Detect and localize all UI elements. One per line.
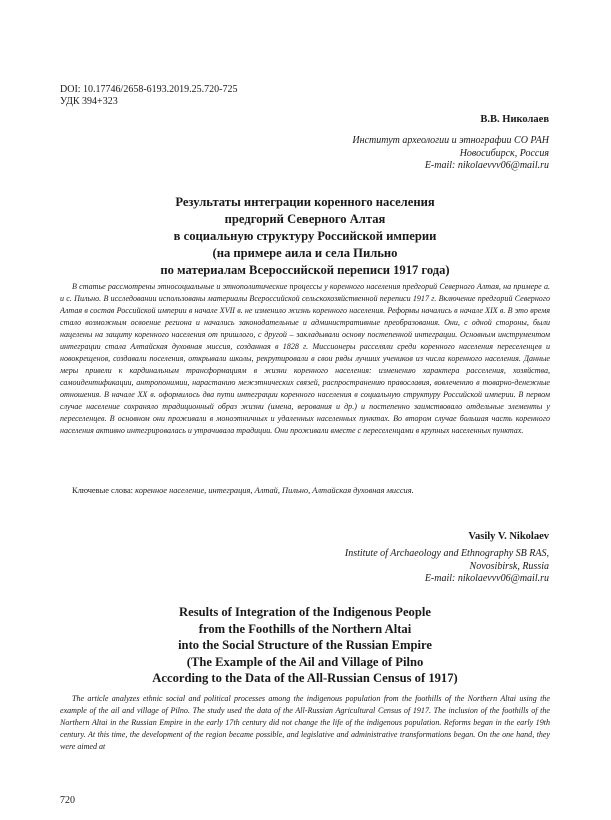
title-ru-line: в социальную структуру Российской империи — [173, 229, 437, 243]
affiliation-en — [249, 548, 549, 586]
article-title-ru — [60, 194, 550, 279]
author-name-en: Vasily V. Nikolaev — [468, 531, 549, 542]
udk-line: УДК 394+323 — [60, 96, 118, 107]
affiliation-ru-institute: Институт археологии и этнографии СО РАН — [352, 135, 549, 146]
title-en-line: (The Example of the Ail and Village of Pilno — [186, 654, 424, 669]
page-number: 720 — [60, 795, 75, 806]
title-ru-line: по материалам Всероссийской переписи 1917 года) — [160, 263, 450, 277]
title-en-line: According to the Data of the All-Russian Census of 1917) — [152, 671, 458, 685]
affiliation-ru — [249, 135, 549, 173]
title-en-line: Results of Integration of the Indigenous People — [179, 605, 431, 619]
affiliation-en-institute: Institute of Archaeology and Ethnography SB RAS, — [344, 548, 549, 559]
affiliation-en-email: E-mail: nikolaevvv06@mail.ru — [424, 573, 549, 584]
article-meta — [60, 84, 238, 108]
affiliation-ru-email: E-mail: nikolaevvv06@mail.ru — [424, 160, 549, 171]
keywords-label: Ключевые слова: — [72, 486, 133, 495]
article-title-en — [60, 604, 550, 687]
keywords-list: коренное население, интеграция, Алтай, Пильно, Алтайская духовная миссия. — [135, 486, 414, 495]
title-en-line: into the Social Structure of the Russian Empire — [178, 638, 432, 652]
author-name-ru: В.В. Николаев — [480, 114, 549, 125]
affiliation-en-city: Novosibirsk, Russia — [469, 560, 549, 572]
keywords-ru — [72, 486, 414, 495]
doi-line: DOI: 10.17746/2658-6193.2019.25.720-725 — [60, 84, 238, 95]
abstract-ru: В статье рассмотрены этносоциальные и этнополитические процессы у коренного населения предгорий Северного Алтая, на примере а. и с. Пильно. В исследовании использованы материалы Всероссийской сельскохозяйственной переписи 1917 г. Включение предгорий Северного Алтая в состав Российской империи в начале XVII в. не изменило жизнь коренного населения. Реформы начались в начале XIX в. В это время стало возможным освоение региона и начались законодательные и административные преобразования. Они, с одной стороны, были нацелены на защиту коренного населения от пришлого, с другой – закладывали основу постепенной интеграции. Основным инструментом интеграции стала Алтайская духовная миссия, созданная в 1828 г. Миссионеры расселяли среди коренного населения переселенцев и новокрещенов, создавали поселения, открывали школы, рекрутировали в свои ряды лучших учеников из числа коренного населения. Данные меры привели к кардинальным трансформациям в жизни коренного населения: изменению характера расселения, хозяйства, самоидентификации, антропонимии, нарастанию межэтнических связей, распространению православия, вовлечению в товарно-денежные отношения. В начале XX в. оформилось два пути интеграции коренного населения в социальную структуру Российской империи. В первом случае население сохраняло традиционный образ жизни (имена, верования и др.) и постепенно заимствовало отдельные элементы у переселенцев. В основном они проживали в моноэтничных и удаленных населенных пунктах. Во втором случае большая часть коренного населения активно интегрировалась и утрачивала традиции. Они проживали вместе с переселенцами в крупных населенных пунктах. — [60, 282, 550, 435]
affiliation-ru-city: Новосибирск, Россия — [459, 147, 549, 159]
title-ru-line: (на примере аила и села Пильно — [212, 246, 398, 260]
title-ru-line: Результаты интеграции коренного населения — [175, 195, 435, 209]
abstract-en: The article analyzes ethnic social and political processes among the indigenous population from the foothills of the Northern Altai using the example of the ail and village of Pilno. The study used the data of the All-Russian Agricultural Census of 1917. The inclusion of the foothills of the Northern Altai in the Russian Empire in the early 17th century did not change the life of the indigenous population. Reforms began in the early 19th century. At this time, the development of the region became possible, and legislative and administrative transformations began. On the one hand, they were aimed at — [60, 694, 550, 751]
title-ru-line: предгорий Северного Алтая — [224, 212, 386, 226]
title-en-line: from the Foothills of the Northern Altai — [198, 621, 412, 636]
